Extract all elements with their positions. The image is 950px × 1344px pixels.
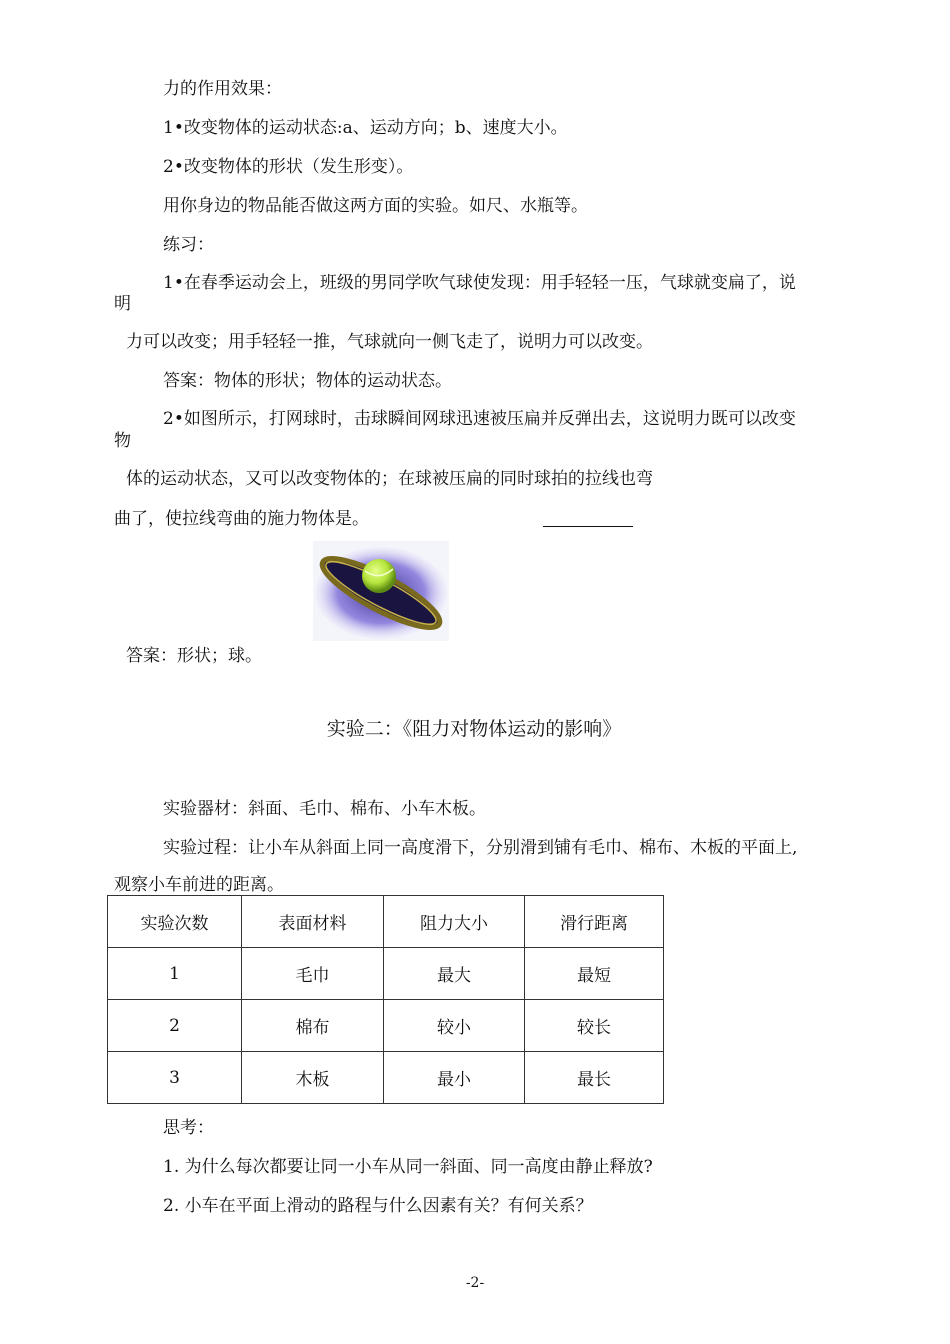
table-cell: 最小	[384, 1052, 525, 1104]
table-cell: 较长	[525, 1000, 664, 1052]
exercise-label: 练习：	[163, 235, 214, 255]
think-question-1: 1. 为什么每次都要让同一小车从同一斜面、同一高度由静止释放?	[163, 1157, 653, 1177]
table-cell: 木板	[242, 1052, 384, 1104]
table-row	[108, 1052, 664, 1104]
think-question-2: 2. 小车在平面上滑动的路程与什么因素有关？有何关系？	[163, 1196, 593, 1216]
effect-point-1: 1•改变物体的运动状态:a、运动方向；b、速度大小。	[163, 118, 568, 138]
question-1-answer: 答案：物体的形状；物体的运动状态。	[163, 371, 452, 391]
tennis-racket-image	[313, 541, 449, 641]
effects-heading: 力的作用效果：	[163, 79, 282, 99]
table-header-row	[108, 896, 664, 948]
table-row	[108, 948, 664, 1000]
think-label: 思考：	[163, 1118, 214, 1138]
table-cell: 最长	[525, 1052, 664, 1104]
question-2-line-2: 体的运动状态，又可以改变物体的；在球被压扁的同时球拍的拉线也弯	[126, 469, 653, 489]
experiment-process-line-1: 实验过程：让小车从斜面上同一高度滑下，分别滑到铺有毛巾、棉布、木板的平面上,	[163, 838, 798, 858]
question-1-line-1-wrap: 明	[114, 294, 131, 314]
answer-blank-line	[543, 526, 633, 527]
question-2-line-3: 曲了，使拉线弯曲的施力物体是。	[114, 509, 369, 529]
table-header-cell: 阻力大小	[384, 896, 525, 948]
table-cell: 1	[108, 948, 242, 1000]
question-1-line-2: 力可以改变；用手轻轻一推，气球就向一侧飞走了，说明力可以改变。	[126, 332, 653, 352]
question-2-line-1: 2•如图所示，打网球时，击球瞬间网球迅速被压扁并反弹出去，这说明力既可以改变	[163, 409, 796, 429]
table-cell: 棉布	[242, 1000, 384, 1052]
experiment-process-line-2: 观察小车前进的距离。	[114, 875, 284, 895]
table-row	[108, 1000, 664, 1052]
table-header-cell: 滑行距离	[525, 896, 664, 948]
experiment-2-title: 实验二：《阻力对物体运动的影响》	[326, 718, 622, 740]
table-cell: 较小	[384, 1000, 525, 1052]
question-2-answer: 答案：形状；球。	[126, 646, 262, 666]
table-header-cell: 表面材料	[242, 896, 384, 948]
table-header-cell: 实验次数	[108, 896, 242, 948]
experiment-materials: 实验器材：斜面、毛巾、棉布、小车木板。	[163, 799, 486, 819]
question-1-line-1: 1•在春季运动会上，班级的男同学吹气球使发现：用手轻轻一压，气球就变扁了，说	[163, 273, 796, 293]
table-cell: 3	[108, 1052, 242, 1104]
effect-point-2: 2•改变物体的形状（发生形变）。	[163, 157, 414, 177]
experiment-table	[107, 895, 664, 1104]
page-number: -2-	[465, 1275, 485, 1291]
table-cell: 最大	[384, 948, 525, 1000]
table-cell: 最短	[525, 948, 664, 1000]
question-2-line-1-wrap: 物	[114, 431, 131, 451]
table-cell: 2	[108, 1000, 242, 1052]
table-cell: 毛巾	[242, 948, 384, 1000]
suggestion-text: 用你身边的物品能否做这两方面的实验。如尺、水瓶等。	[163, 196, 588, 216]
